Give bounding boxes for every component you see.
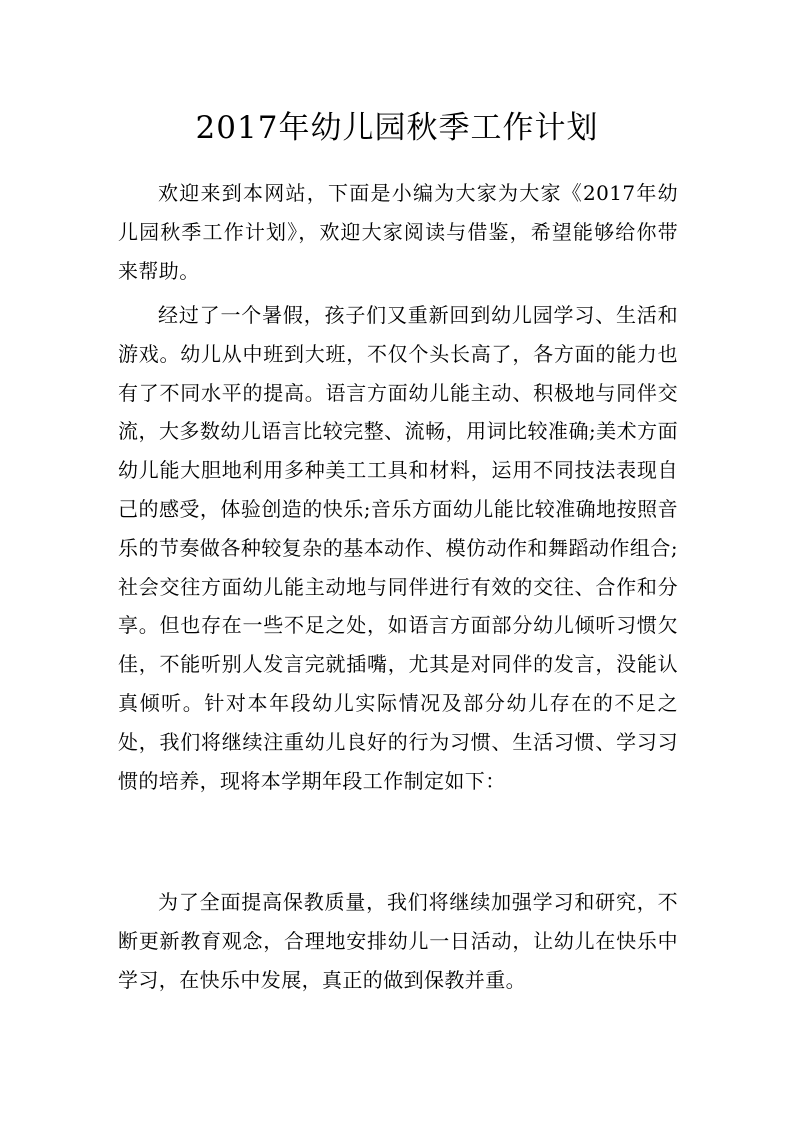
intro-paragraph: 欢迎来到本网站，下面是小编为大家为大家《2017年幼儿园秋季工作计划》，欢迎大家阅读与借鉴，希望能够给你带来帮助。	[118, 181, 678, 283]
body-paragraph-2: 为了全面提高保教质量，我们将继续加强学习和研究，不断更新教育观念，合理地安排幼儿一日活动，让幼儿在快乐中学习，在快乐中发展，真正的做到保教并重。	[118, 890, 678, 992]
document-title: 2017年幼儿园秋季工作计划	[195, 110, 599, 146]
body-paragraph: 经过了一个暑假，孩子们又重新回到幼儿园学习、生活和游戏。幼儿从中班到大班，不仅个头长高了，各方面的能力也有了不同水平的提高。语言方面幼儿能主动、积极地与同伴交流，大多数幼儿语言比较完整、流畅，用词比较准确;美术方面幼儿能大胆地利用多种美工工具和材料，运用不同技法表现自己的感受，体验创造的快乐;音乐方面幼儿能比较准确地按照音乐的节奏做各种较复杂的基本动作、模仿动作和舞蹈动作组合;社会交往方面幼儿能主动地与同伴进行有效的交往、合作和分享。但也存在一些不足之处，如语言方面部分幼儿倾听习惯欠佳，不能听别人发言完就插嘴，尤其是对同伴的发言，没能认真倾听。针对本年段幼儿实际情况及部分幼儿存在的不足之处，我们将继续注重幼儿良好的行为习惯、生活习惯、学习习惯的培养，现将本学期年段工作制定如下：	[118, 303, 678, 793]
